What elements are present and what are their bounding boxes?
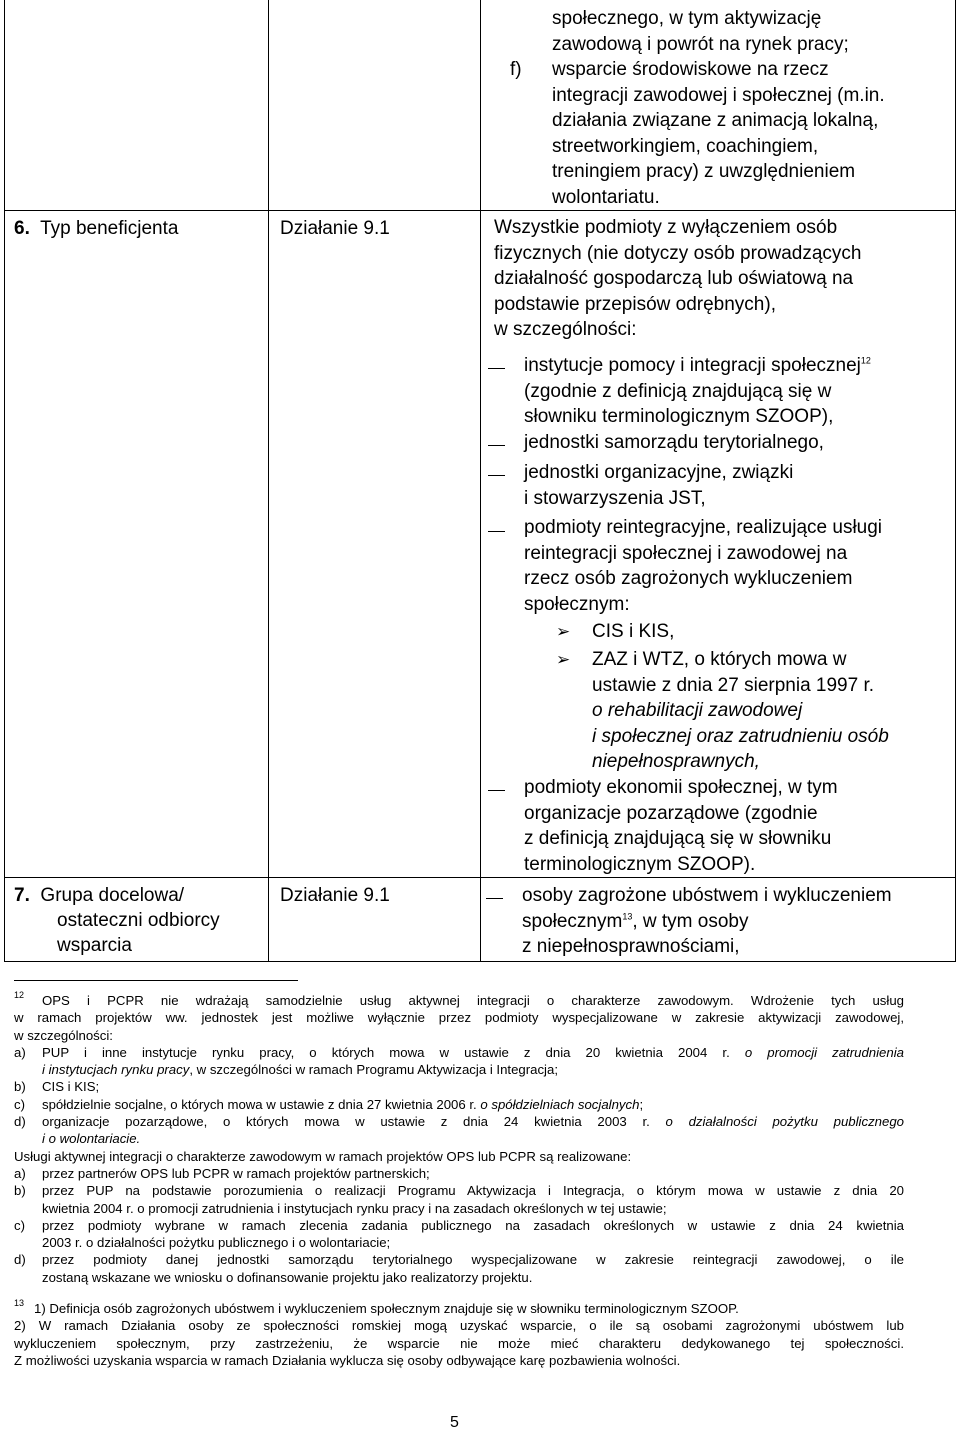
list-item: [522, 883, 892, 960]
footnote-text: CIS i KIS;: [42, 1079, 100, 1095]
row-label: Grupa docelowa/: [40, 885, 185, 906]
text-line: ZAZ i WTZ, o których mowa w: [592, 649, 847, 670]
list-marker: c): [14, 1096, 25, 1112]
text-line: działania związane z animacją lokalną,: [552, 110, 879, 131]
row-7-label-cont: [57, 908, 220, 933]
row-separator: [4, 877, 956, 878]
footnote-text: przez podmioty danej jednostki samorządu terytorialnego wyspecjalizowane w zakresie reintegracji zawodowej, o ile: [42, 1252, 904, 1268]
text-line: terminologicznym SZOOP).: [524, 853, 756, 875]
table-column-divider: [480, 0, 481, 962]
footnote-text: i instytucjach rynku pracy: [42, 1062, 190, 1078]
text-line: i stowarzyszenia JST,: [524, 487, 706, 509]
row-6-intro: [494, 215, 862, 343]
text-line: z definicją znajdującą się w słowniku: [524, 828, 832, 849]
footnote-list-item: [14, 1217, 904, 1252]
footnote-separator: [14, 980, 298, 981]
footnote-text: przez podmioty wybrane w ramach zlecenia zadania publicznego na zasadach określonych w ustawie z dnia 24 kwietnia: [42, 1217, 904, 1233]
list-marker: c): [14, 1217, 25, 1233]
continuation-text: [552, 6, 849, 57]
text-line: jednostki organizacyjne, związki: [524, 462, 794, 483]
footnote-text: przez PUP na podstawie porozumienia o realizacji Programu Aktywizacja i Integracja, o którym mowa w ustawie z dnia 20: [42, 1183, 904, 1199]
text-line: podmioty reintegracyjne, realizujące usługi: [524, 517, 883, 538]
row-7-header: [14, 883, 184, 908]
row-separator: [4, 210, 956, 211]
text-line: społecznym: [522, 910, 623, 932]
footnote-number: 12: [14, 990, 25, 1000]
footnote-text: o działalności pożytku publicznego: [665, 1114, 904, 1130]
footnote-line: Usługi aktywnej integracji o charakterze zawodowym w ramach projektów OPS lub PCPR są realizowane:: [14, 1148, 632, 1164]
text-line: treningiem pracy) z uwzględnieniem: [552, 161, 856, 182]
footnote-line: 2) W ramach Działania osoby ze społeczności romskiej mogą uzyskać wsparcie, o ile są osobami zagrożonymi ubóstwem lub: [14, 1318, 904, 1334]
footnote-text: , w szczególności w ramach Programu Aktywizacja i Integracja;: [189, 1062, 558, 1078]
list-marker: d): [14, 1252, 26, 1268]
footnote-line: OPS i PCPR nie wdrażają samodzielnie usług aktywnej integracji o charakterze zawodowym. Wdrożenie tych usług: [42, 993, 904, 1008]
text-line: , w tym osoby: [632, 910, 749, 932]
text-line: o rehabilitacji zawodowej: [592, 700, 803, 721]
footnote-number: 13: [14, 1298, 25, 1308]
list-marker: d): [14, 1114, 26, 1130]
table-border-right: [955, 0, 956, 962]
footnote-text: spółdzielnie socjalne, o których mowa w ustawie z dnia 27 kwietnia 2006 r.: [42, 1096, 477, 1112]
page-number: 5: [450, 1414, 459, 1431]
dash-bullet: [488, 790, 505, 791]
text-line: osoby zagrożone ubóstwem i wykluczeniem: [522, 885, 892, 906]
text-line: CIS i KIS,: [592, 621, 675, 642]
row-7-action: Działanie 9.1: [280, 885, 390, 906]
footnote-list-item: [14, 1113, 904, 1148]
row-7-label-cont: [57, 933, 132, 958]
text-line: reintegracji społecznej i zawodowej na: [524, 542, 848, 564]
list-item-f: [552, 57, 885, 210]
footnote-text: zostaną wskazane we wniosku o dofinansowanie projektu jako realizatorzy projektu.: [42, 1269, 533, 1285]
footnote-text: kwietnia 2004 r. o promocji zatrudnienia i instytucjach rynku pracy i na zasadach określonych w tej ustawie;: [42, 1200, 667, 1216]
list-item: [524, 460, 793, 511]
text-line: organizacje pozarządowe (zgodnie: [524, 802, 818, 824]
footnote-line: wykluczeniem społecznym, przy zastrzeżeniu, że wsparcie nie może mieć charakteru dedykowanego tej społeczności.: [14, 1335, 904, 1351]
text-line: podstawie przepisów odrębnych),: [494, 293, 776, 315]
footnote-text: PUP i inne instytucje rynku pracy, o których mowa w ustawie z dnia 20 kwietnia 2004 r.: [42, 1044, 730, 1060]
footnote-text: ;: [639, 1096, 644, 1112]
text-line: społecznego, w tym aktywizację: [552, 8, 822, 29]
footnote-list-item: [14, 1078, 904, 1095]
row-6-action: Działanie 9.1: [280, 218, 390, 239]
text-line: integracji zawodowej i społecznej (m.in.: [552, 84, 885, 106]
text-line: niepełnosprawnych,: [592, 751, 760, 772]
text-line: społecznym:: [524, 593, 630, 615]
text-line: i społecznej oraz zatrudnieniu osób: [592, 725, 889, 747]
text-line: rzecz osób zagrożonych wykluczeniem: [524, 568, 853, 589]
dash-bullet: [488, 531, 505, 532]
dash-bullet: [488, 475, 505, 476]
footnote-text: przez partnerów OPS lub PCPR w ramach projektów partnerskich;: [42, 1165, 430, 1181]
footnote-line: w ramach projektów ww. jednostek jest możliwe wyłącznie przez podmioty wyspecjalizowane w zakresie aktywizacji zawodowej,: [14, 1010, 904, 1026]
list-item: [524, 775, 838, 877]
table-border-bottom: [4, 961, 956, 962]
table-border-left: [4, 0, 5, 962]
text-line: działalność gospodarczą lub oświatową na: [494, 268, 854, 289]
dash-bullet: [488, 445, 505, 446]
footnote-list-item: [14, 1182, 904, 1217]
footnote-line: 1) Definicja osób zagrożonych ubóstwem i wykluczeniem społecznym znajduje się w słowniku terminologicznym SZOOP.: [34, 1301, 739, 1316]
text-line: instytucje pomocy i integracji społecznej: [524, 355, 861, 376]
text-line: (zgodnie z definicją znajdującą się w: [524, 380, 832, 402]
arrow-bullet-icon: ➢: [556, 650, 571, 669]
footnote-13: [14, 1300, 904, 1369]
list-item: [524, 430, 824, 456]
list-marker: b): [14, 1079, 26, 1095]
footnote-text: o promocji zatrudnienia: [744, 1044, 904, 1060]
text-line: słowniku terminologicznym SZOOP),: [524, 406, 834, 427]
footnote-ref: 12: [860, 355, 871, 366]
list-marker: a): [14, 1165, 26, 1181]
footnote-line: w szczególności:: [14, 1027, 113, 1043]
list-item: [524, 515, 882, 617]
footnote-ref: 13: [622, 911, 633, 922]
dash-bullet: [486, 898, 503, 899]
sub-list-item: [592, 619, 674, 645]
text-line: jednostki samorządu terytorialnego,: [524, 432, 824, 453]
footnote-12: [14, 992, 904, 1286]
text-line: streetworkingiem, coachingiem,: [552, 135, 819, 157]
list-marker: b): [14, 1183, 26, 1199]
table-column-divider: [268, 0, 269, 962]
footnote-text: o spółdzielniach socjalnych: [480, 1096, 640, 1112]
text-line: zawodową i powrót na rynek pracy;: [552, 33, 849, 55]
footnote-list-item: [14, 1251, 904, 1286]
text-line: ustawie z dnia 27 sierpnia 1997 r.: [592, 674, 875, 696]
footnote-list-item: [14, 1096, 904, 1113]
footnote-text: 2003 r. o działalności pożytku publicznego i o wolontariacie;: [42, 1235, 391, 1251]
footnote-line: Z możliwości uzyskania wsparcia w ramach Działania wyklucza się osoby odbywające karę pozbawienia wolności.: [14, 1352, 681, 1368]
text-line: w szczególności:: [494, 319, 637, 340]
row-label: Typ beneficjenta: [40, 218, 179, 239]
list-marker: a): [14, 1044, 26, 1060]
list-item: [524, 353, 871, 430]
list-marker-f: f): [510, 59, 522, 80]
row-6-header: [14, 216, 178, 241]
text-line: wolontariatu.: [552, 186, 660, 208]
text-line: Wszystkie podmioty z wyłączeniem osób: [494, 217, 838, 238]
arrow-bullet-icon: ➢: [556, 622, 571, 641]
sub-list-item: [592, 647, 889, 775]
footnote-text: i o wolontariacie.: [42, 1131, 141, 1147]
row-number: 7.: [14, 885, 30, 906]
row-number: 6.: [14, 218, 30, 239]
dash-bullet: [488, 368, 505, 369]
row-label: wsparcia: [57, 935, 132, 956]
footnote-list-item: [14, 1044, 904, 1079]
row-label: ostateczni odbiorcy: [57, 910, 220, 931]
footnote-list-item: [14, 1165, 904, 1182]
text-line: podmioty ekonomii społecznej, w tym: [524, 777, 838, 798]
text-line: wsparcie środowiskowe na rzecz: [552, 59, 829, 80]
text-line: fizycznych (nie dotyczy osób prowadzących: [494, 242, 862, 264]
footnote-text: organizacje pozarządowe, o których mowa w ustawie z dnia 24 kwietnia 2003 r.: [42, 1114, 650, 1130]
text-line: z niepełnosprawnościami,: [522, 936, 740, 957]
